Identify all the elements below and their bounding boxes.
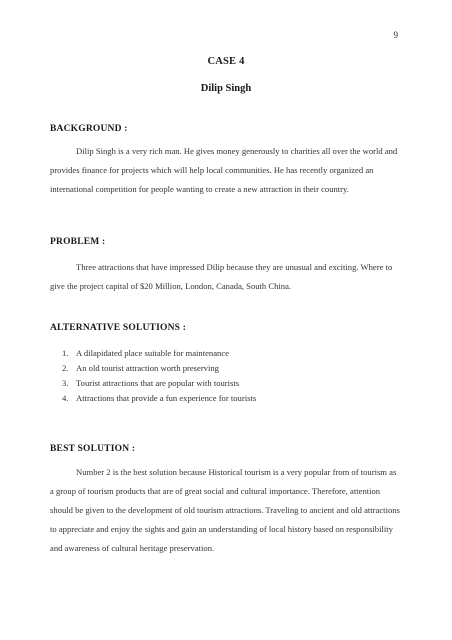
best-solution-text: Number 2 is the best solution because Historical tourism is a very popular from of tourism as a group of tourism products that are of great social and cultural importance. Therefore, attention should be given to the development of old tourism attractions. Traveling to ancient and old attractions to appreciate and enjoy the sights and gain an understanding of local history based on responsibility and awareness of cultural heritage preservation. [50, 467, 400, 553]
list-item-text: Attractions that provide a fun experience for tourists [76, 393, 257, 403]
page-number: 9 [393, 30, 398, 40]
case-title: CASE 4 [207, 56, 245, 67]
problem-paragraph [50, 258, 402, 296]
list-item-number: 4. [62, 393, 69, 403]
list-item-text: A dilapidated place suitable for maintenance [76, 348, 229, 358]
list-item [62, 346, 256, 361]
problem-text: Three attractions that have impressed Dilip because they are unusual and exciting. Where to give the project capital of $20 Million, London, Canada, South China. [50, 262, 393, 291]
list-item [62, 391, 256, 406]
alternatives-list [62, 346, 256, 406]
best-solution-heading: BEST SOLUTION : [50, 444, 136, 454]
alternatives-heading: ALTERNATIVE SOLUTIONS : [50, 323, 187, 333]
list-item-text: Tourist attractions that are popular with tourists [76, 378, 240, 388]
case-subtitle: Dilip Singh [200, 83, 252, 94]
background-text: Dilip Singh is a very rich man. He gives money generously to charities all over the world and provides finance for projects which will help local communities. He has recently organized an international competition for people wanting to create a new attraction in their country. [50, 146, 398, 194]
best-solution-paragraph [50, 463, 402, 558]
list-item-number: 1. [62, 348, 69, 358]
background-heading: BACKGROUND : [50, 124, 128, 134]
list-item [62, 361, 256, 376]
list-item-number: 2. [62, 363, 69, 373]
list-item [62, 376, 256, 391]
list-item-text: An old tourist attraction worth preserving [76, 363, 219, 373]
background-paragraph [50, 142, 402, 199]
list-item-number: 3. [62, 378, 69, 388]
problem-heading: PROBLEM : [50, 237, 106, 247]
